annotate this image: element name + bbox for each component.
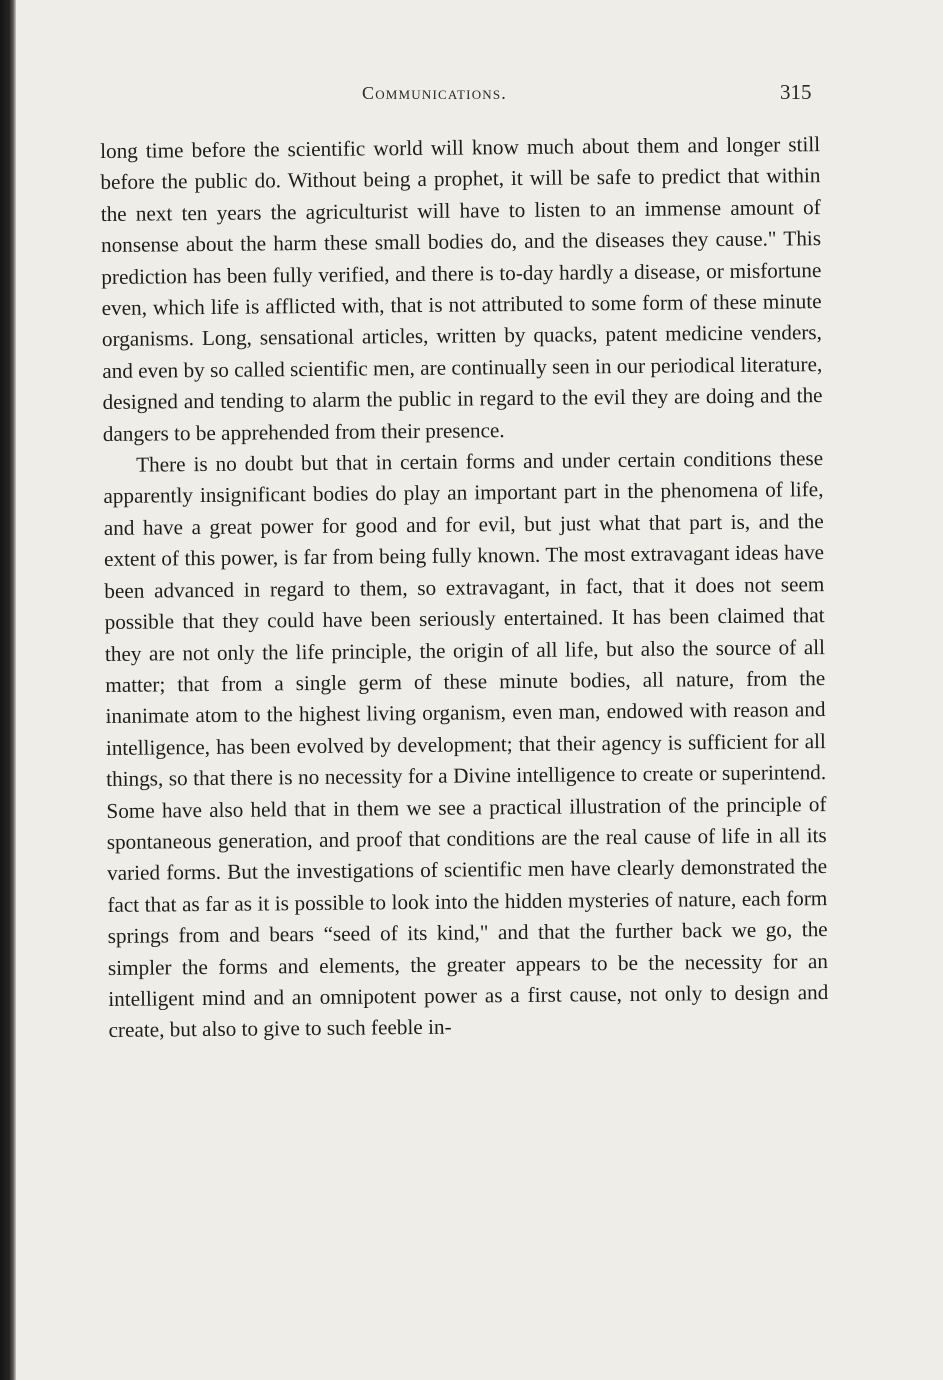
- paragraph: There is no doubt but that in certain forms and under certain conditions these apparently insignificant bodies do play an important part in the phenomena of life, and have a great power for good and for evil, but just what that part is, and the extent of this power, is far from being fully known. The most extravagant ideas have been advanced in regard to them, so extravagant, in fact, that it does not seem possible that they could have been seriously entertained. It has been claimed that they are not only the life principle, the origin of all life, but also the source of all matter; that from a single germ of these minute bodies, all nature, from the inanimate atom to the highest living organism, even man, endowed with reason and intelligence, has been evolved by development; that their agency is sufficient for all things, so that there is no necessity for a Divine intelligence to create or superintend. Some have also held that in them we see a practical illustration of the principle of spontaneous generation, and proof that conditions are the real cause of life in all its varied forms. But the investigations of scientific men have clearly demonstrated the fact that as far as it is possible to look into the hidden mysteries of nature, each form springs from and bears “seed of its kind," and that the further back we go, the simpler the forms and elements, the greater appears to be the necessity for an intelligent mind and an omnipotent power as a first cause, not only to design and create, but also to give to such feeble in-: [103, 446, 829, 1043]
- running-title: Communications.: [362, 83, 508, 103]
- body-text: [100, 129, 829, 1047]
- book-spine-shadow: [0, 0, 16, 1380]
- running-head: [0, 80, 943, 110]
- page-number: 315: [780, 80, 812, 104]
- paragraph: long time before the scientific world will know much about them and longer still before the public do. Without being a prophet, it will be safe to predict that within the next ten years the agriculturist will have to listen to an immense amount of nonsense about the harm these small bodies do, and the diseases they cause." This prediction has been fully verified, and there is to-day hardly a disease, or misfortune even, which life is afflicted with, that is not attributed to some form of these minute organisms. Long, sensational articles, written by quacks, patent medicine venders, and even by so called scientific men, are continually seen in our periodical literature, designed and tending to alarm the public in regard to the evil they are doing and the dangers to be apprehended from their presence.: [100, 132, 823, 446]
